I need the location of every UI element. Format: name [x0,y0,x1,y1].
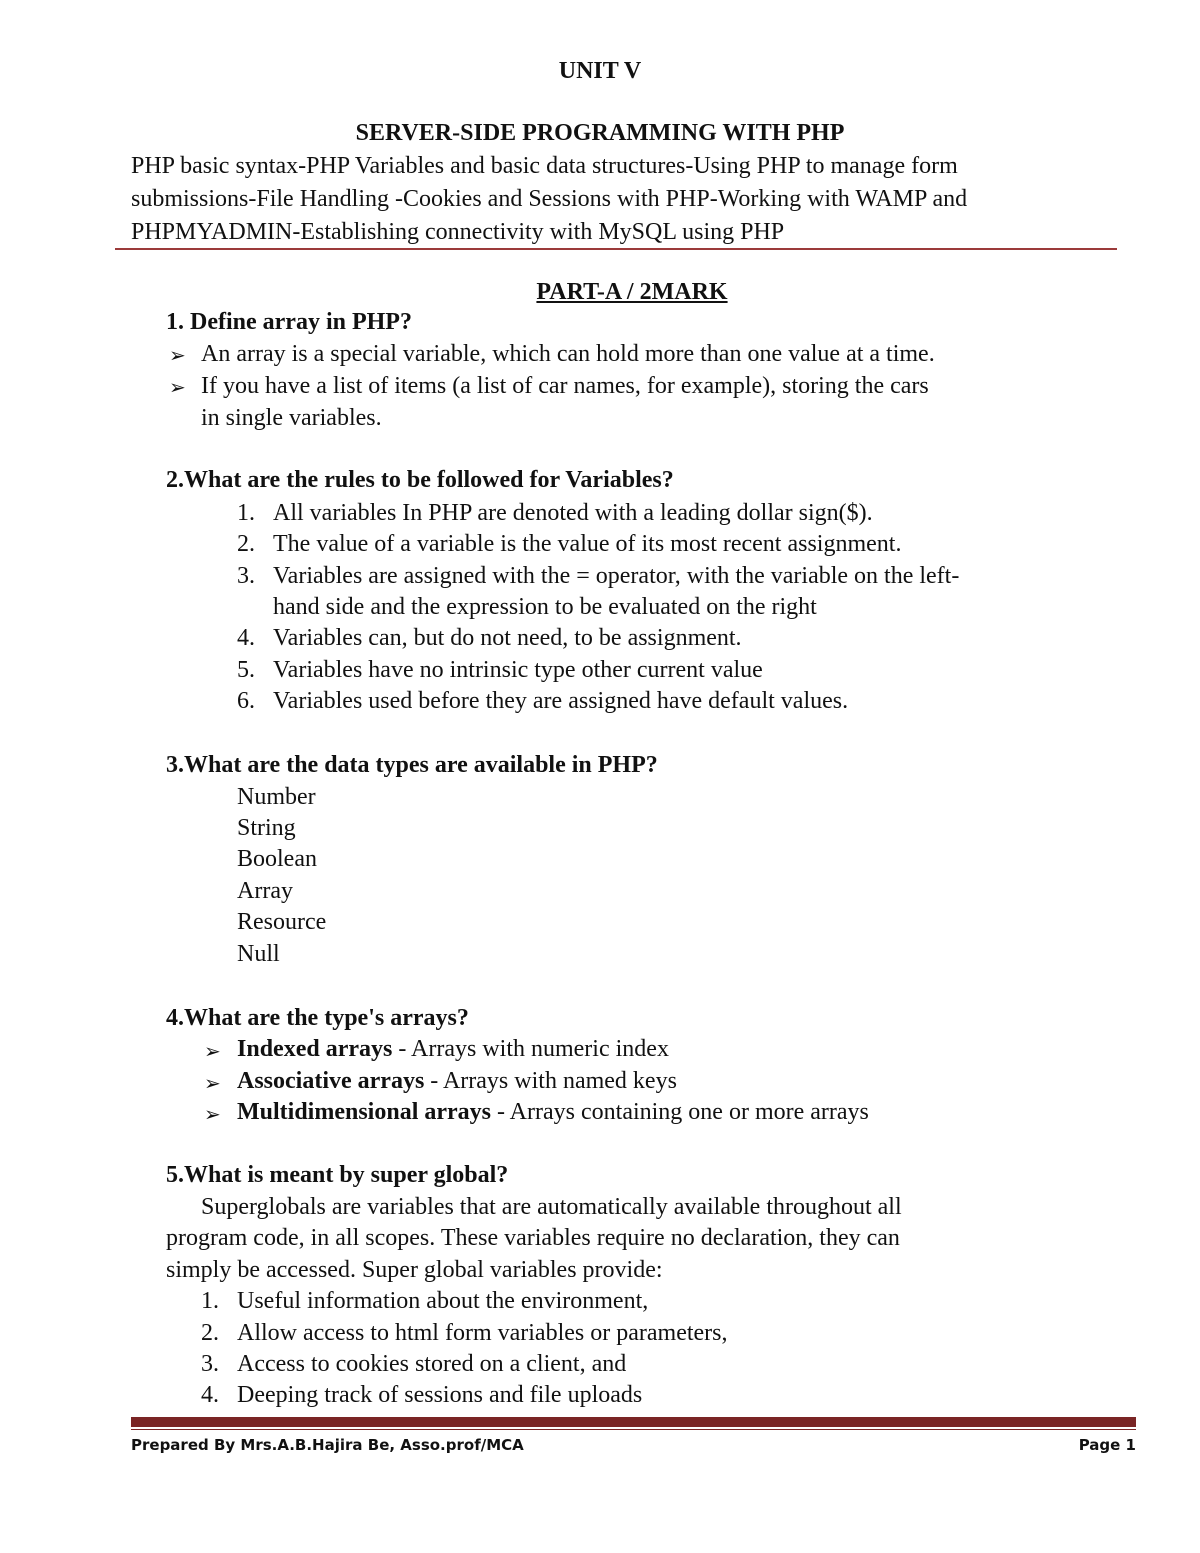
chapter-title: SERVER-SIDE PROGRAMMING WITH PHP [355,120,845,146]
list-item: The value of a variable is the value of its most recent assignment. [273,531,902,557]
footer-divider [131,1417,1136,1427]
list-item-continuation: hand side and the expression to be evaluated on the right [273,594,817,620]
page-number: Page 1 [1078,1436,1136,1454]
arrowhead-bullet-icon: ➢ [204,1071,221,1095]
array-type-term: Associative arrays [237,1068,425,1094]
data-type-item: Null [237,941,280,967]
data-type-item: Number [237,784,316,810]
answer-paragraph-line: program code, in all scopes. These variables require no declaration, they can [166,1225,900,1251]
unit-title: UNIT V [558,58,642,84]
list-number: 3. [201,1351,219,1377]
question-2: 2.What are the rules to be followed for Variables? [166,467,674,493]
question-3: 3.What are the data types are available in PHP? [166,752,658,778]
data-type-item: Boolean [237,846,317,872]
data-type-item: Array [237,878,293,904]
arrowhead-bullet-icon: ➢ [169,375,186,399]
array-type-term: Multidimensional arrays [237,1099,492,1125]
array-type-term: Indexed arrays [237,1036,393,1062]
question-1: 1. Define array in PHP? [166,309,412,335]
list-number: 4. [201,1382,219,1408]
question-5: 5.What is meant by super global? [166,1162,509,1188]
answer-bullet: If you have a list of items (a list of car names, for example), storing the cars [201,373,929,399]
arrowhead-bullet-icon: ➢ [169,343,186,367]
syllabus-line: PHP basic syntax-PHP Variables and basic data structures-Using PHP to manage form [131,153,958,179]
array-type-desc: - Arrays containing one or more arrays [491,1099,869,1125]
answer-paragraph-line: Superglobals are variables that are automatically available throughout all [201,1194,902,1220]
list-item: Access to cookies stored on a client, and [237,1351,627,1377]
list-item: Variables are assigned with the = operator, with the variable on the left- [273,563,960,589]
header-divider [115,248,1117,250]
list-item: Variables used before they are assigned have default values. [273,688,849,714]
list-item: Useful information about the environment, [237,1288,649,1314]
footer-divider-thin [131,1429,1136,1430]
list-item: Variables have no intrinsic type other current value [273,657,763,683]
answer-bullet: An array is a special variable, which can hold more than one value at a time. [201,341,935,367]
list-number: 1. [201,1288,219,1314]
list-number: 4. [237,625,255,651]
footer-author: Prepared By Mrs.A.B.Hajira Be, Asso.prof/MCA [131,1436,524,1454]
syllabus-text [131,150,1131,249]
list-number: 1. [237,500,255,526]
array-type-item [237,1068,677,1095]
list-number: 2. [201,1320,219,1346]
question-4: 4.What are the type's arrays? [166,1005,469,1031]
arrowhead-bullet-icon: ➢ [204,1039,221,1063]
list-item: Deeping track of sessions and file uploads [237,1382,643,1408]
list-number: 6. [237,688,255,714]
part-heading: PART-A / 2MARK [536,279,728,305]
array-type-item [237,1099,869,1126]
syllabus-line: PHPMYADMIN-Establishing connectivity with MySQL using PHP [131,219,785,245]
data-type-item: Resource [237,909,327,935]
data-type-item: String [237,815,296,841]
answer-paragraph-line: simply be accessed. Super global variables provide: [166,1257,663,1283]
answer-bullet-continuation: in single variables. [201,405,382,431]
list-number: 5. [237,657,255,683]
list-item: All variables In PHP are denoted with a leading dollar sign($). [273,500,873,526]
arrowhead-bullet-icon: ➢ [204,1102,221,1126]
array-type-item [237,1036,669,1063]
array-type-desc: - Arrays with named keys [424,1068,677,1094]
list-number: 3. [237,563,255,589]
list-item: Variables can, but do not need, to be assignment. [273,625,742,651]
syllabus-line: submissions-File Handling -Cookies and Sessions with PHP-Working with WAMP and [131,186,968,212]
array-type-desc: - Arrays with numeric index [392,1036,669,1062]
list-item: Allow access to html form variables or parameters, [237,1320,728,1346]
list-number: 2. [237,531,255,557]
